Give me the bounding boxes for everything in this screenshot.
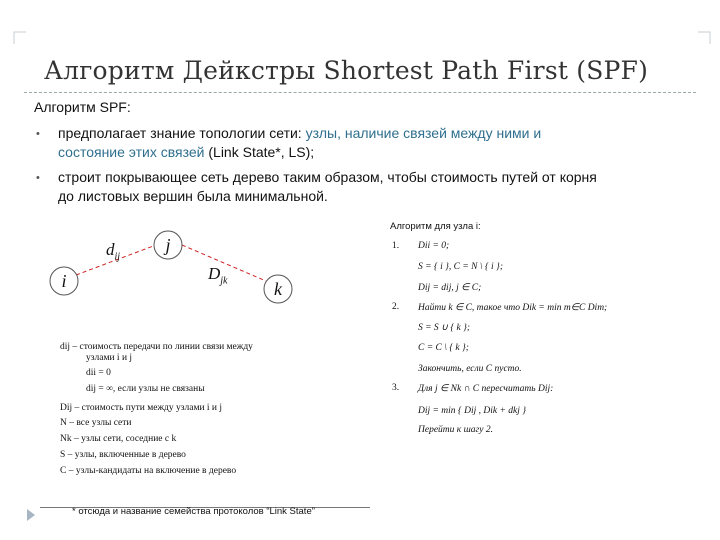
- algorithm-line: Dij = dij, j ∈ C;: [418, 283, 482, 293]
- bullet-1-highlight: узлы, наличие связей между ними и: [305, 125, 542, 141]
- algorithm-header: Алгоритм для узла i:: [390, 221, 481, 232]
- graph-diagram: [40, 225, 320, 325]
- legend-Dij: Dij – стоимость пути между узлами i и j: [60, 403, 223, 413]
- legend-C: C – узлы-кандидаты на включение в дерево: [60, 466, 237, 476]
- slide-title: Алгоритм Дейкстры Shortest Path First (SPF): [44, 56, 649, 85]
- bullet-1-suffix: (Link State*, LS);: [204, 144, 315, 160]
- legend-dij: dij – стоимость передачи по линии связи между: [60, 342, 253, 352]
- legend-dij-cont: узлами i и j: [86, 353, 133, 363]
- step-number: 1.: [392, 241, 400, 251]
- legend-N: N – все узлы сети: [60, 418, 132, 428]
- algorithm-line: Dij = min { Dij , Dik + dkj }: [418, 406, 527, 416]
- algorithm-line: S = { i }, C = N \ { i };: [418, 262, 504, 272]
- bullet-2-line-2: до листовых вершин была минимальной.: [58, 188, 328, 204]
- intro-text: Алгоритм SPF:: [34, 99, 131, 115]
- step-number: 3.: [392, 383, 400, 393]
- bullet-2-line-1: строит покрывающее сеть дерево таким образом, чтобы стоимость путей от корня: [58, 169, 597, 185]
- bullet-1: [58, 124, 678, 162]
- edge-label-djk: $D_{jk}$: [208, 264, 228, 287]
- legend-dii: dii = 0: [86, 368, 111, 378]
- node-i-label: i: [61, 270, 67, 291]
- legend-infinity: dij = ∞, если узлы не связаны: [86, 384, 205, 394]
- algorithm-line: Перейти к шагу 2.: [418, 425, 493, 435]
- algorithm-line: C = C \ { k };: [418, 343, 469, 353]
- bullet-marker: •: [36, 172, 40, 184]
- algorithm-line: Найти k ∈ C, такое что Dik = min m∈C Dim;: [418, 303, 608, 313]
- algorithm-line: Dii = 0;: [418, 241, 450, 251]
- edge-label-dij: $d_{ij}$: [106, 240, 121, 263]
- title-divider: [24, 92, 696, 93]
- node-k-label: k: [274, 278, 282, 299]
- bullet-1-prefix: предполагает знание топологии сети:: [58, 125, 306, 141]
- bullet-1-highlight-2: состояние этих связей: [58, 144, 205, 160]
- legend-Nk: Nk – узлы сети, соседние с k: [60, 434, 177, 444]
- legend-S: S – узлы, включенные в дерево: [60, 450, 186, 460]
- algorithm-line: S = S ∪ { k };: [418, 323, 471, 333]
- step-number: 2.: [392, 302, 400, 312]
- algorithm-line: Для j ∈ Nk ∩ C пересчитать Dij:: [418, 384, 554, 394]
- node-j-label: j: [165, 234, 171, 255]
- algorithm-line: Закончить, если C пусто.: [418, 364, 522, 374]
- footnote: * отсюда и название семейства протоколов “Link State”: [72, 506, 315, 517]
- nav-arrow-icon[interactable]: [26, 508, 36, 522]
- bullet-2: [58, 168, 678, 206]
- bullet-marker: •: [36, 128, 40, 140]
